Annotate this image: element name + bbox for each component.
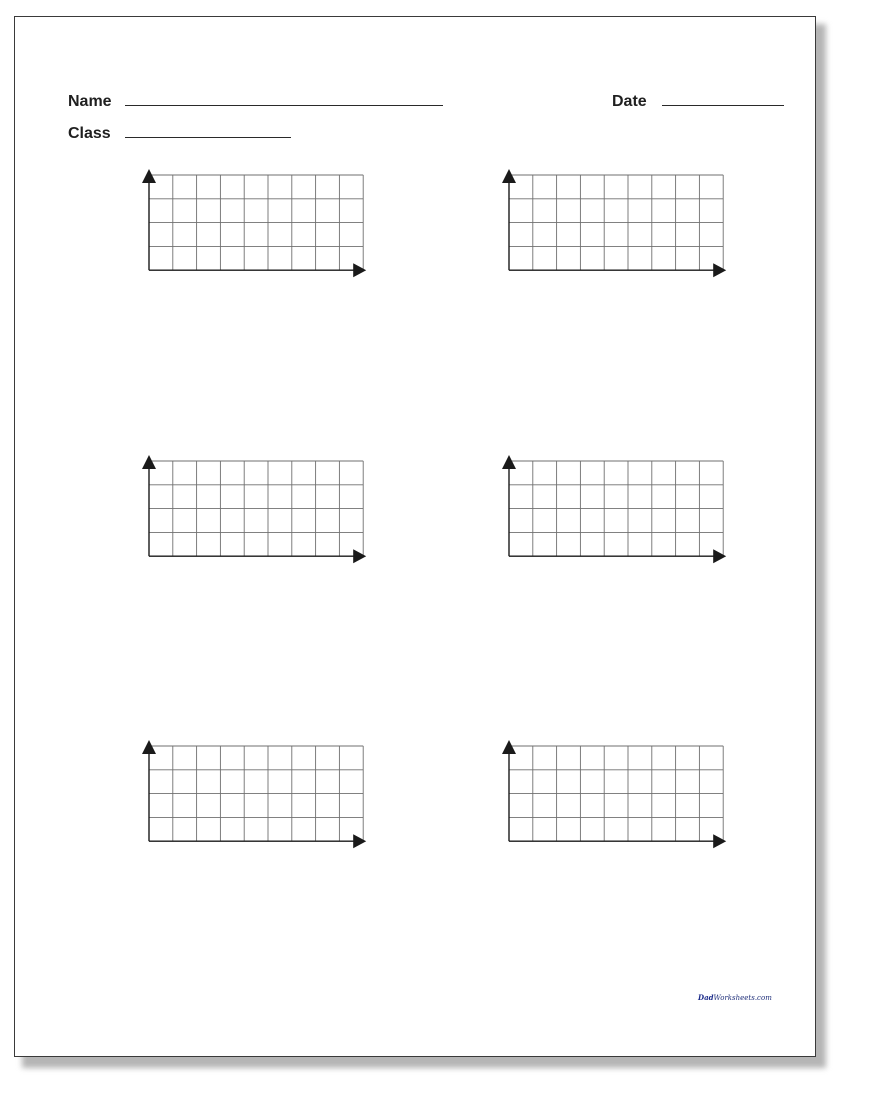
blank-graph-5 <box>139 742 369 846</box>
blank-graph-2 <box>499 171 729 275</box>
class-label: Class <box>68 125 111 142</box>
blank-graph-4 <box>499 457 729 561</box>
y-axis-arrow <box>142 740 156 754</box>
graph-svg <box>139 742 369 846</box>
name-line <box>125 105 443 106</box>
date-label: Date <box>612 93 647 110</box>
x-axis-arrow <box>713 549 726 563</box>
y-axis-arrow <box>502 740 516 754</box>
x-axis-arrow <box>713 834 726 848</box>
graph-svg <box>499 171 729 275</box>
graph-svg <box>499 457 729 561</box>
graph-svg <box>139 457 369 561</box>
date-line <box>662 105 784 106</box>
x-axis-arrow <box>353 834 366 848</box>
graph-svg <box>499 742 729 846</box>
brand-logo-strong: Dad <box>698 993 714 1002</box>
x-axis-arrow <box>713 263 726 277</box>
class-line <box>125 137 291 138</box>
y-axis-arrow <box>142 169 156 183</box>
x-axis-arrow <box>353 549 366 563</box>
y-axis-arrow <box>502 169 516 183</box>
y-axis-arrow <box>502 455 516 469</box>
brand-logo-rest: Worksheets.com <box>713 994 772 1002</box>
name-label: Name <box>68 93 112 110</box>
x-axis-arrow <box>353 263 366 277</box>
blank-graph-6 <box>499 742 729 846</box>
worksheet-page <box>14 16 816 1057</box>
brand-logo <box>698 993 772 1002</box>
y-axis-arrow <box>142 455 156 469</box>
blank-graph-1 <box>139 171 369 275</box>
blank-graph-3 <box>139 457 369 561</box>
graph-svg <box>139 171 369 275</box>
